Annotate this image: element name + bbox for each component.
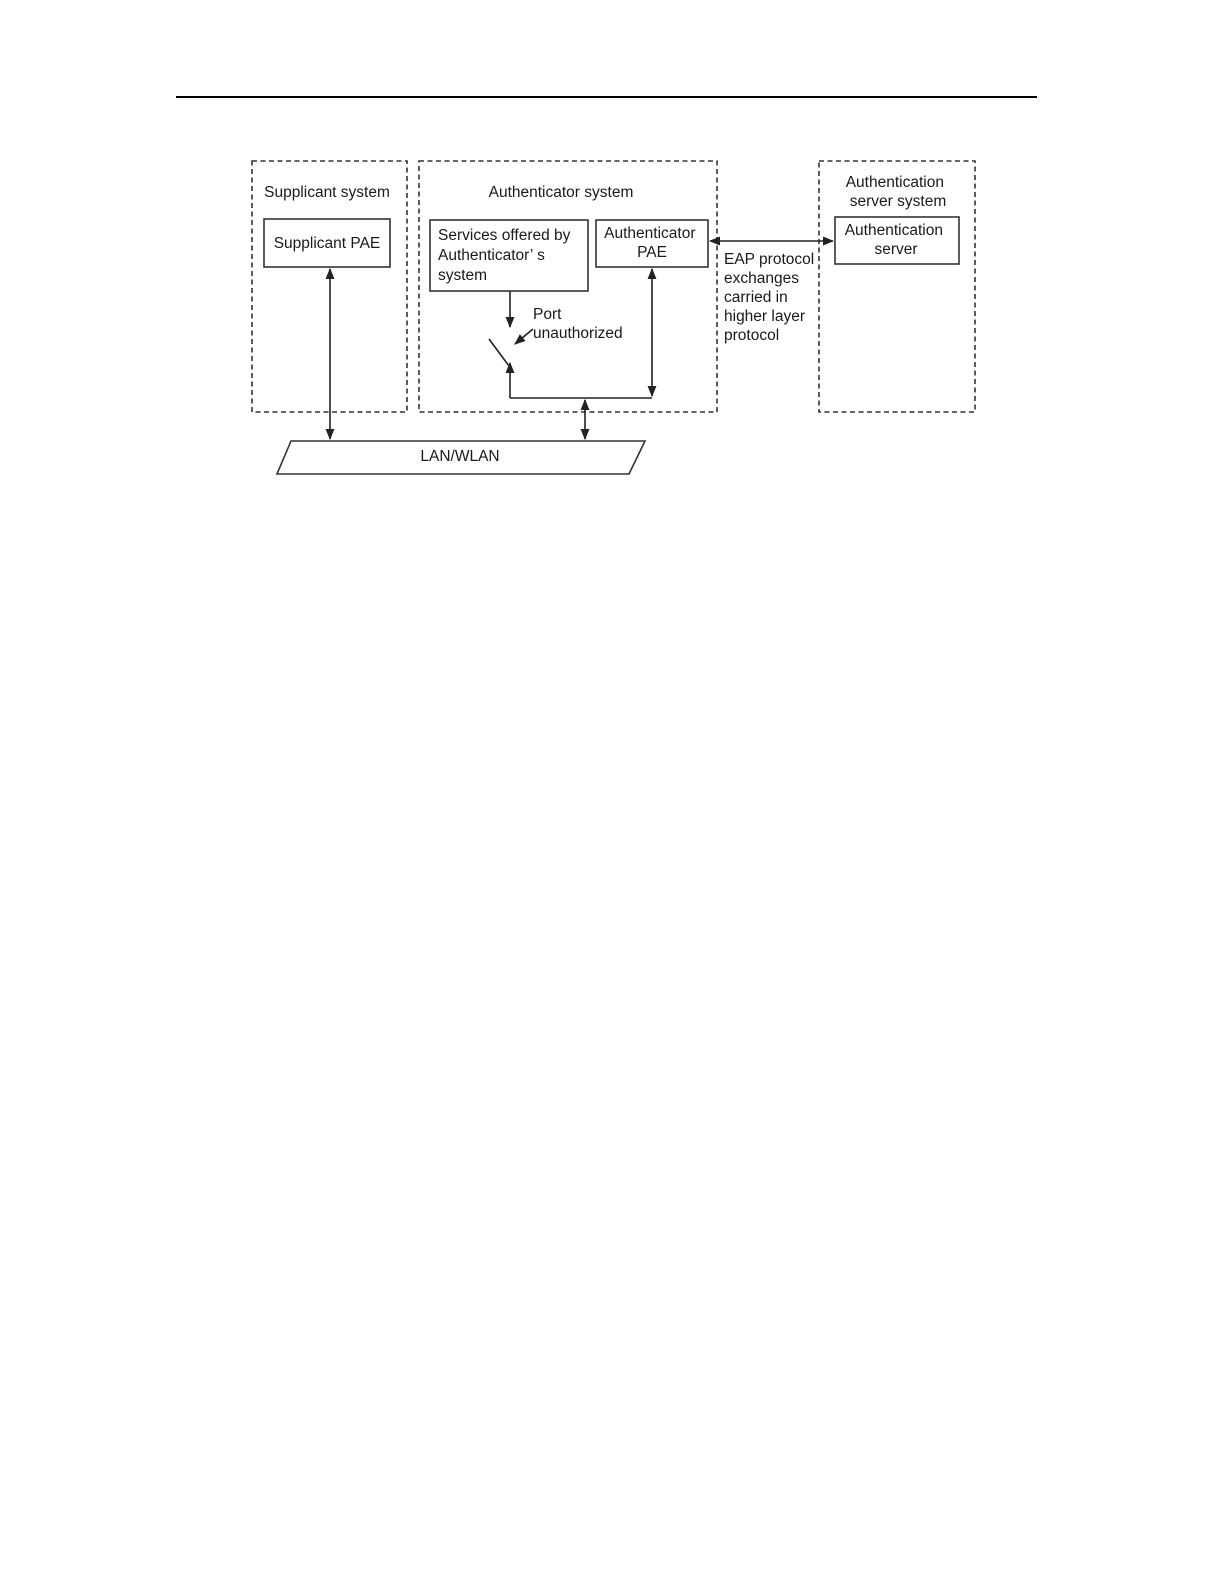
server-system-title-line-1: Authentication bbox=[845, 174, 944, 191]
services-line-3: system bbox=[438, 267, 488, 284]
authentication-server-line-2: server bbox=[874, 241, 918, 258]
authenticator-system-title: Authenticator system bbox=[488, 184, 634, 201]
authenticator-pae-line-1: Authenticator bbox=[604, 225, 696, 242]
authentication-server-system-title bbox=[846, 174, 949, 210]
supplicant-system-title: Supplicant system bbox=[264, 184, 390, 201]
port-label-line-1: Port bbox=[533, 306, 562, 323]
port-label-line-2: unauthorized bbox=[533, 325, 623, 342]
services-line-2: Authenticator’ s bbox=[438, 247, 545, 264]
eap-note-line-1: EAP protocol bbox=[724, 251, 815, 268]
services-line-1: Services offered by bbox=[438, 227, 571, 244]
authentication-server-system bbox=[819, 161, 975, 412]
server-system-title-line-2: server system bbox=[849, 193, 947, 210]
port-switch-blade bbox=[489, 339, 509, 366]
authentication-server-line-1: Authentication bbox=[844, 222, 943, 239]
eap-protocol-note bbox=[724, 251, 819, 344]
eap-note-line-3: carried in bbox=[724, 289, 788, 306]
eap-note-line-5: protocol bbox=[724, 327, 780, 344]
eap-note-line-2: exchanges bbox=[724, 270, 799, 287]
supplicant-pae-label: Supplicant PAE bbox=[273, 235, 381, 252]
eap-note-line-4: higher layer bbox=[724, 308, 805, 325]
port-unauthorized-label bbox=[533, 306, 623, 342]
authenticator-pae-line-2: PAE bbox=[637, 244, 667, 261]
authenticator-system bbox=[419, 161, 717, 412]
port-label-pointer-arrow bbox=[515, 329, 533, 344]
lan-wlan-label: LAN/WLAN bbox=[420, 448, 500, 465]
